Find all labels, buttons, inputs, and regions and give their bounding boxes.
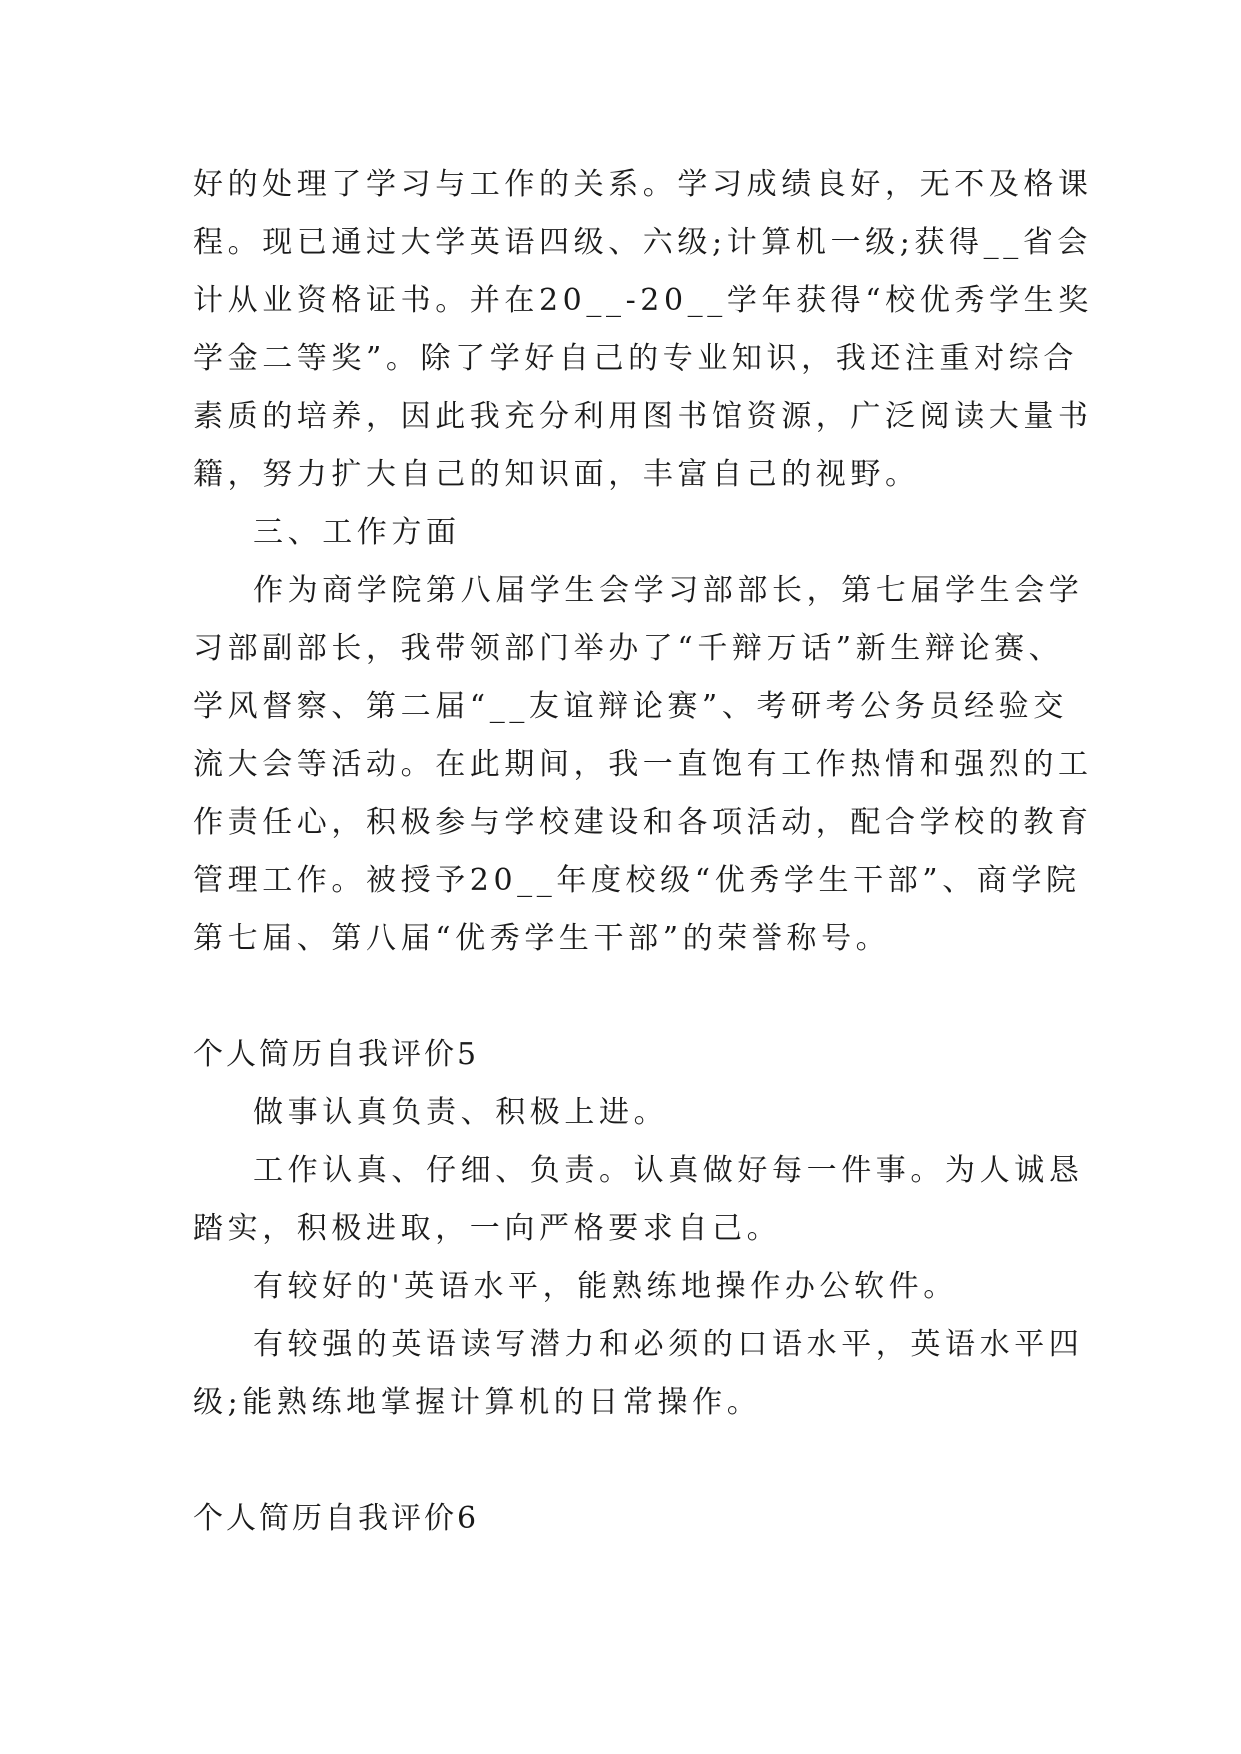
paragraph-line: 做事认真负责、积极上进。 — [253, 1095, 669, 1130]
paragraph-line: 工作认真、仔细、负责。认真做好每一件事。为人诚恳 — [253, 1153, 1084, 1188]
paragraph-line: 学金二等奖”。除了学好自己的专业知识，我还注重对综合 — [193, 341, 1078, 376]
paragraph-line: 有较强的英语读写潜力和必须的口语水平，英语水平四 — [253, 1327, 1084, 1362]
paragraph-line: 计从业资格证书。并在20__-20__学年获得“校优秀学生奖 — [193, 283, 1093, 318]
section-title: 个人简历自我评价5 — [193, 1037, 480, 1072]
paragraph-line: 踏实，积极进取，一向严格要求自己。 — [193, 1211, 782, 1246]
section-heading: 三、工作方面 — [253, 515, 461, 550]
paragraph-line: 流大会等活动。在此期间，我一直饱有工作热情和强烈的工 — [193, 747, 1093, 782]
paragraph-line: 学风督察、第二届“__友谊辩论赛”、考研考公务员经验交 — [193, 689, 1068, 724]
paragraph-line: 级;能熟练地掌握计算机的日常操作。 — [193, 1385, 762, 1420]
paragraph-line: 第七届、第八届“优秀学生干部”的荣誉称号。 — [193, 921, 891, 956]
paragraph-line: 有较好的'英语水平，能熟练地操作办公软件。 — [253, 1269, 958, 1304]
paragraph-line: 作为商学院第八届学生会学习部部长，第七届学生会学 — [253, 573, 1084, 608]
paragraph-line: 管理工作。被授予20__年度校级“优秀学生干部”、商学院 — [193, 863, 1081, 898]
paragraph-line: 程。现已通过大学英语四级、六级;计算机一级;获得__省会 — [193, 225, 1093, 260]
section-title: 个人简历自我评价6 — [193, 1501, 480, 1536]
paragraph-line: 籍，努力扩大自己的知识面，丰富自己的视野。 — [193, 457, 920, 492]
paragraph-line: 素质的培养，因此我充分利用图书馆资源，广泛阅读大量书 — [193, 399, 1093, 434]
paragraph-line: 好的处理了学习与工作的关系。学习成绩良好，无不及格课 — [193, 167, 1093, 202]
paragraph-line: 习部副部长，我带领部门举办了“千辩万话”新生辩论赛、 — [193, 631, 1064, 666]
paragraph-line: 作责任心，积极参与学校建设和各项活动，配合学校的教育 — [193, 805, 1093, 840]
